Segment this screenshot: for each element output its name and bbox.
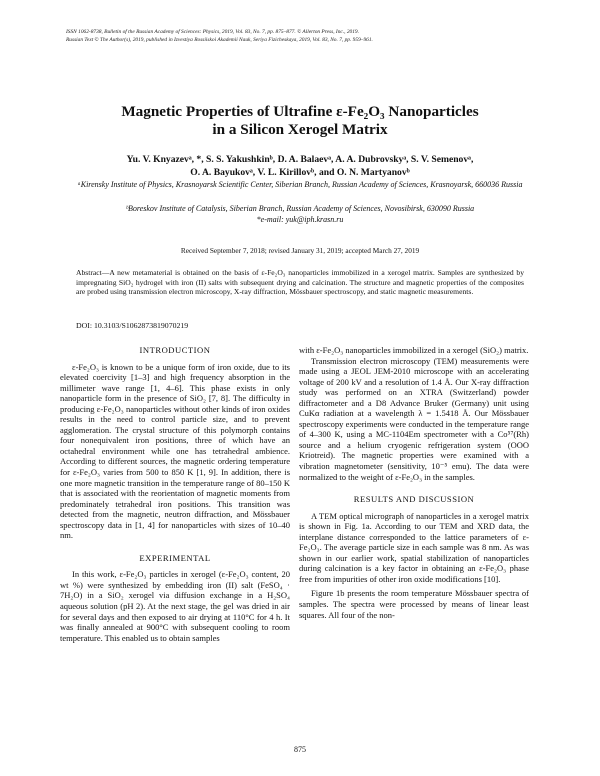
contact-email: *e-mail: yuk@iph.krasn.ru: [256, 215, 344, 224]
results-paragraph: A TEM optical micrograph of nanoparticles in a xerogel matrix is shown in Fig. 1a. According to our TEM and XRD data, the interplane distance corresponded to the lattice parameters of ε-Fe₂O₃. The average particle size in each sample was 8 nm. As was shown in our earlier work, spatial stabilization of nanoparticles during calcination is a key factor in obtaining an ε-Fe₂O₃ phase free from impurities of other iron oxide modifications [10].: [299, 510, 529, 584]
authors-line-1: Yu. V. Knyazevᵃ, *, S. S. Yakushkinᵇ, D. A. Balaevᵃ, A. A. Dubrovskyᵃ, S. V. Semenovᵃ,: [126, 154, 474, 165]
page-title: [40, 103, 560, 139]
affiliation-a: ᵃKirensky Institute of Physics, Krasnoyarsk Scientific Center, Siberian Branch, Russian Academy of Sciences, Krasnoyarsk, 660036 Russia: [77, 180, 523, 189]
experimental-heading: EXPERIMENTAL: [139, 552, 211, 563]
results-heading: RESULTS AND DISCUSSION: [353, 494, 475, 505]
left-column: [60, 345, 290, 643]
introduction-heading: INTRODUCTION: [139, 345, 211, 355]
journal-header-line-1: ISSN 1062-8738, Bulletin of the Russian Academy of Sciences: Physics, 2019, Vol. 83, No. 7, pp. 875–877. © Allerton Press, Inc., 2019.: [66, 29, 359, 35]
methods-paragraph: Transmission electron microscopy (TEM) measurements were made using a JEOL JEM-2010 microscope with an accelerating voltage of 200 kV and a resolution of 1.4 Å. Our X-ray diffraction study was performed on an XTRA (Switzerland) powder diffractometer and a D8 Advance Bruker (Germany) unit using CuKα radiation at a wavelength λ = 1.5418 Å. Our Mössbauer spectroscopy experiments were conducted in the temperature range of 4–300 K, using a MC-1104Em spectrometer with a Co⁵⁷(Rh) source and a helium cryogenic refrigeration system (OOO Kriotreid). The magnetic properties were examined with a vibration magnetometer (sensitivity, 10⁻⁵ emu). The data were normalized to the weight of ε-Fe₂O₃ in the samples.: [299, 355, 529, 482]
title-line-2: in a Silicon Xerogel Matrix: [212, 121, 388, 138]
journal-header-line-2: Russian Text © The Author(s), 2019, published in Izvestiya Rossiiskoi Akademii Nauk, Seriya Fizicheskaya, 2019, Vol. 83, No. 7, pp. 959–961.: [66, 37, 373, 43]
page-number: 875: [294, 745, 306, 754]
right-column: [299, 345, 529, 620]
affiliation-b: ᵇBoreskov Institute of Catalysis, Siberian Branch, Russian Academy of Sciences, Novosibirsk, 630090 Russia: [125, 204, 475, 213]
doi[interactable]: DOI: 10.3103/S1062873819070219: [76, 321, 189, 330]
experimental-paragraph: In this work, ε-Fe₂O₃ particles in xerogel (ε-Fe₂O₃ content, 20 wt %) were synthesized by embedding iron (II) salt (FeSO₄ · 7H₂O) in a SiO₂ xerogel via diffusion exchange in a H₂SO₄ aqueous solution (pH 2). At the next stage, the gel was dried in air for several days and then exposed to air drying at 110°C for 4 h. It was finally annealed at 900°C with subsequent cooling to room temperature. This enabled us to obtain samples: [60, 569, 290, 643]
received-dates: Received September 7, 2018; revised January 31, 2019; accepted March 27, 2019: [180, 246, 420, 255]
title-line-1: Magnetic Properties of Ultrafine ε-Fe₂O₃ Nanoparticles: [121, 103, 479, 120]
authors-line-2: O. A. Bayukovᵃ, V. L. Kirillovᵇ, and O. N. Martyanovᵇ: [190, 167, 410, 178]
continued-paragraph: with ε-Fe₂O₃ nanoparticles immobilized in a xerogel (SiO₂) matrix.: [299, 345, 529, 355]
introduction-paragraph: ε-Fe₂O₃ is known to be a unique form of iron oxide, due to its elevated coercivity [1–3] and high frequency absorption in the millimeter wave range [1, 4–6]. This phase exists in only nanoparticle form in the presence of SiO₂ [7, 8]. The difficulty in producing ε-Fe₂O₃ nanoparticles without other kinds of iron oxides results in the need to control particle size, and to prevent agglomeration. The crystal structure of this polymorph contains four nonequivalent iron positions, three of which have an octahedral environment while one has tetrahedral ambience. According to different sources, the magnetic ordering temperature for ε-Fe₂O₃ varies from 500 to 850 K [1, 9]. In addition, there is one more magnetic transition in the temperature range of 80–150 K that is associated with the reorientation of magnetic moments from predominately tetrahedral iron positions. This transition was detected from the magnetic, neutron diffraction, and Mössbauer spectroscopy data in [1, 4] for nanoparticles with sizes of 10–40 nm.: [60, 361, 290, 541]
abstract: Abstract—A new metamaterial is obtained on the basis of ε-Fe₂O₃ nanoparticles immobilized in a xerogel matrix. Samples are synthesized by impregnating SiO₂ hydrogel with iron (II) salts with subsequent drying and calcination. The structure and magnetic properties of the composites are probed using transmission electron microscopy, X-ray diffraction, Mössbauer spectroscopy, and static magnetic measurements.: [76, 268, 524, 297]
author-list: [40, 153, 560, 179]
figure-paragraph: Figure 1b presents the room temperature Mössbauer spectra of samples. The spectra were processed by means of linear least squares. All four of the non-: [299, 588, 529, 620]
